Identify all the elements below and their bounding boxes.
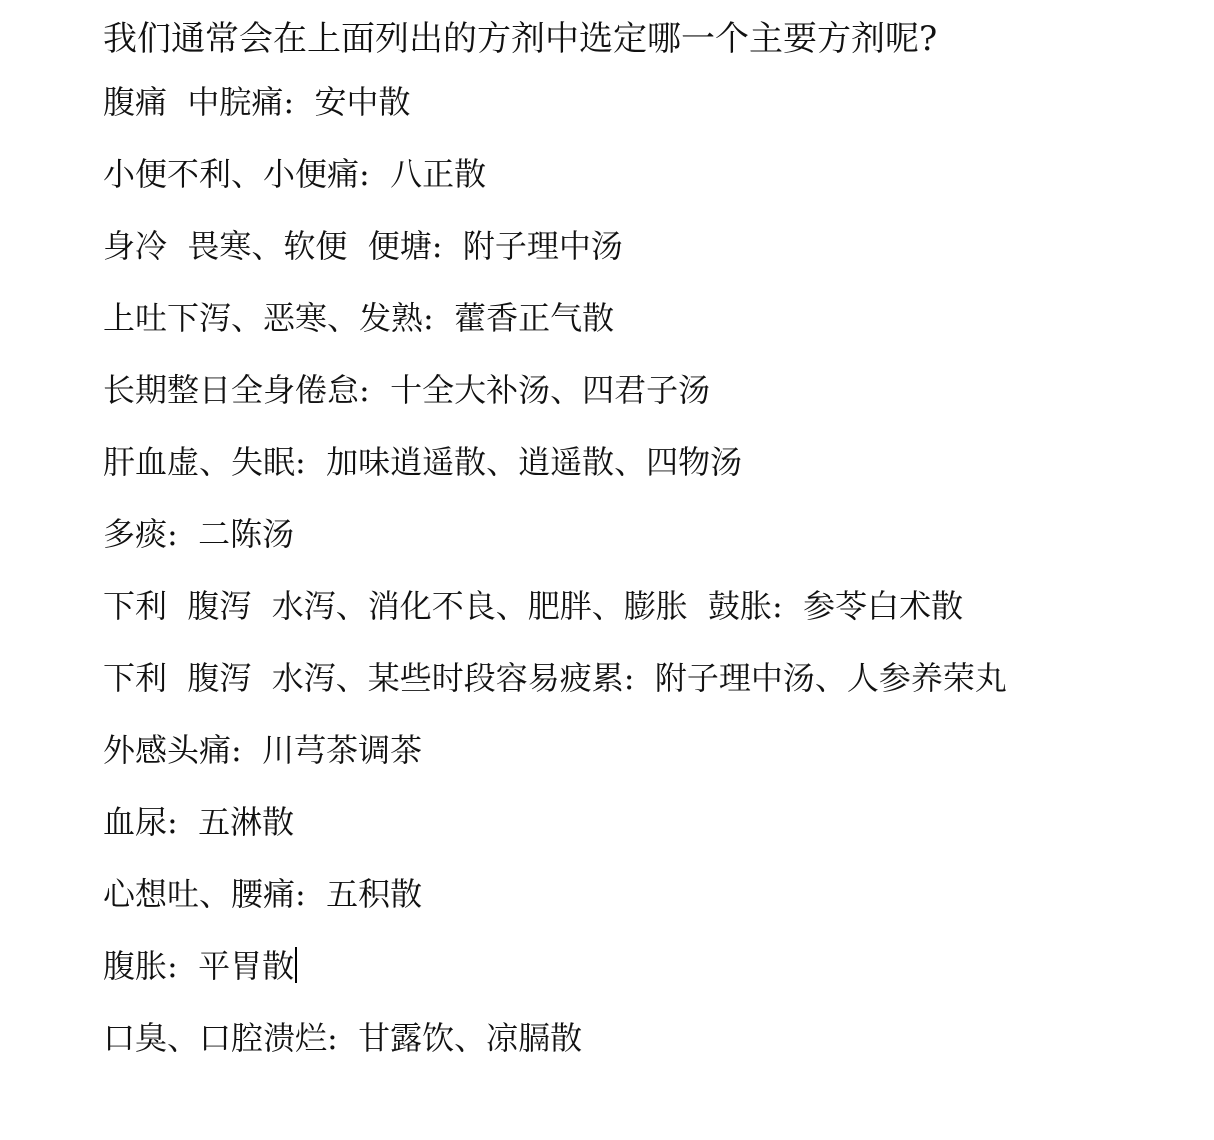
remedy-entry-tiredness: 下利 腹泻 水泻、某些时段容易疲累: 附子理中汤、人参养荣丸 xyxy=(103,659,1007,697)
text-cursor xyxy=(295,947,297,983)
remedy-list xyxy=(103,82,1193,1090)
remedy-entry-phlegm: 多痰: 二陈汤 xyxy=(103,515,295,553)
remedy-entry-indigestion: 下利 腹泻 水泻、消化不良、肥胖、膨胀 鼓胀: 参苓白术散 xyxy=(103,587,964,625)
document-body[interactable] xyxy=(103,16,1193,1090)
remedy-entry-hematuria: 血尿: 五淋散 xyxy=(103,803,295,841)
remedy-entry-urination: 小便不利、小便痛: 八正散 xyxy=(103,155,487,193)
remedy-entry-bloating-text: 腹胀: 平胃散 xyxy=(103,947,295,985)
remedy-entry-fatigue: 长期整日全身倦怠: 十全大补汤、四君子汤 xyxy=(103,371,711,409)
remedy-entry-nausea: 心想吐、腰痛: 五积散 xyxy=(103,875,423,913)
remedy-entry-headache: 外感头痛: 川芎茶调茶 xyxy=(103,731,423,769)
document-heading: 我们通常会在上面列出的方剂中选定哪一个主要方剂呢? xyxy=(103,19,938,59)
remedy-entry-abdominal-pain: 腹痛 中脘痛: 安中散 xyxy=(103,83,411,121)
remedy-entry-insomnia: 肝血虚、失眠: 加味逍遥散、逍遥散、四物汤 xyxy=(103,443,743,481)
remedy-entry-bad-breath: 口臭、口腔溃烂: 甘露饮、凉膈散 xyxy=(103,1019,583,1057)
remedy-entry-vomiting-diarrhea: 上吐下泻、恶寒、发熟: 藿香正气散 xyxy=(103,299,615,337)
remedy-entry-bloating xyxy=(103,946,1193,1018)
remedy-entry-cold-body: 身冷 畏寒、软便 便塘: 附子理中汤 xyxy=(103,227,623,265)
